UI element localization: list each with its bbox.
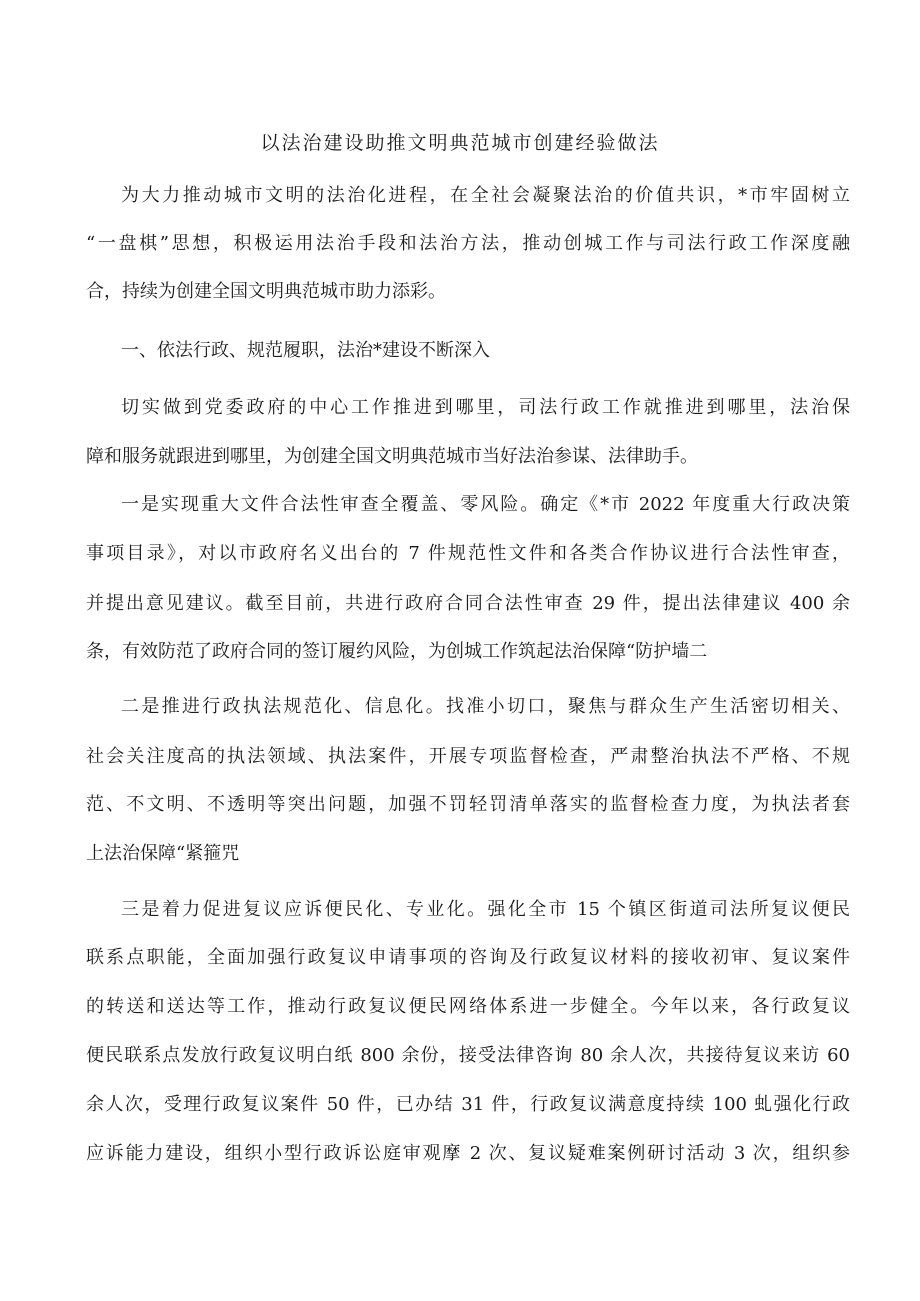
paragraph-line: 切实做到党委政府的中心工作推进到哪里，司法行政工作就推进到哪里，法治保: [121, 397, 850, 418]
paragraph-line: 二是推进行政执法规范化、信息化。找准小切口，聚焦与群众生产生活密切相关、: [121, 696, 850, 717]
paragraph-line: 为大力推动城市文明的法治化进程，在全社会凝聚法治的价值共识，*市牢固树立: [121, 185, 850, 206]
paragraph-line: 障和服务就跟进到哪里，为创建全国文明典范城市当好法治参谋、法律助手。: [86, 446, 698, 467]
paragraph-line: 条，有效防范了政府合同的签订履约风险，为创城工作筑起法治保障“防护墙二: [86, 641, 708, 662]
paragraph-line: 联系点职能，全面加强行政复议申请事项的咨询及行政复议材料的接收初审、复议案件: [86, 947, 850, 968]
paragraph-line: 便民联系点发放行政复议明白纸 800 余份，接受法律咨询 80 余人次，共接待复议来访 60: [86, 1045, 850, 1066]
section-heading: 一、依法行政、规范履职，法治*建设不断深入: [121, 340, 490, 361]
paragraph-line: 应诉能力建设，组织小型行政诉讼庭审观摩 2 次、复议疑难案例研讨活动 3 次，组织参: [86, 1143, 850, 1164]
paragraph-line: 社会关注度高的执法领域、执法案件，开展专项监督检查，严肃整治执法不严格、不规: [86, 746, 850, 767]
paragraph-line: 并提出意见建议。截至目前，共进行政府合同合法性审查 29 件，提出法律建议 400 余: [86, 593, 850, 614]
paragraph-line: 一是实现重大文件合法性审查全覆盖、零风险。确定《*市 2022 年度重大行政决策: [121, 494, 850, 515]
paragraph-line: 事项目录》，对以市政府名义出台的 7 件规范性文件和各类合作协议进行合法性审查，: [86, 543, 850, 564]
paragraph-line: 合，持续为创建全国文明典范城市助力添彩。: [86, 281, 446, 302]
document-title: 以法治建设助推文明典范城市创建经验做法: [260, 132, 660, 154]
paragraph-line: 三是着力促进复议应诉便民化、专业化。强化全市 15 个镇区街道司法所复议便民: [121, 899, 850, 920]
paragraph-line: 余人次，受理行政复议案件 50 件，已办结 31 件，行政复议满意度持续 100 虬强化行政: [86, 1094, 850, 1115]
paragraph-line: 范、不文明、不透明等突出问题，加强不罚轻罚清单落实的监督检查力度，为执法者套: [86, 794, 850, 815]
paragraph-line: 的转送和送达等工作，推动行政复议便民网络体系进一步健全。今年以来，各行政复议: [86, 996, 850, 1017]
paragraph-line: 上法治保障“紧箍咒: [86, 843, 240, 864]
paragraph-line: “一盘棋”思想，积极运用法治手段和法治方法，推动创城工作与司法行政工作深度融: [86, 233, 850, 254]
